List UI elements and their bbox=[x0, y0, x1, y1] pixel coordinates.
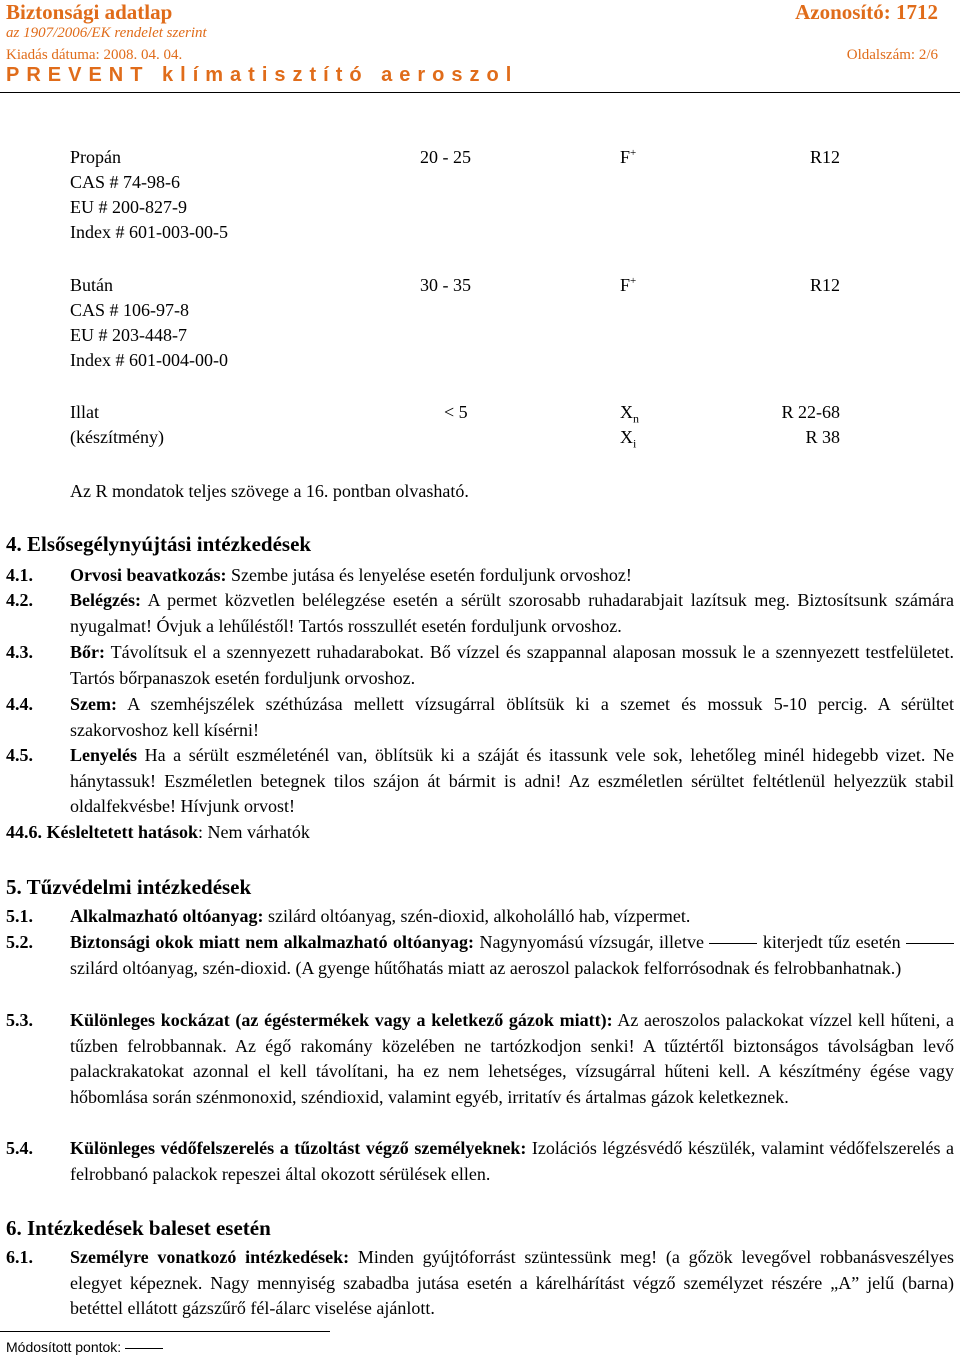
component-symbol: F+ bbox=[620, 147, 637, 167]
dash-line bbox=[906, 943, 954, 944]
component-concentration: < 5 bbox=[444, 402, 468, 422]
regulation-text: az 1907/2006/EK rendelet szerint bbox=[6, 25, 207, 41]
section-5-1: 5.1. Alkalmazható oltóanyag: szilárd oltóanyag, szén-dioxid, alkoholálló hab, vízpermet. bbox=[6, 906, 691, 926]
component-fragrance bbox=[70, 400, 870, 450]
component-symbol: $X_n$ bbox=[620, 402, 639, 426]
component-name: Bután bbox=[70, 275, 113, 295]
component-risk: R12 bbox=[809, 147, 840, 167]
component-cas: CAS # 74-98-6 bbox=[70, 172, 181, 192]
dash-line bbox=[125, 1348, 163, 1349]
footer-divider bbox=[0, 1331, 330, 1332]
section-5-heading: 5. Tűzvédelmi intézkedések bbox=[6, 875, 252, 899]
issue-date: Kiadás dátuma: 2008. 04. 04. bbox=[6, 47, 183, 63]
component-cas: CAS # 106-97-8 bbox=[70, 300, 190, 320]
component-symbol-2: $X_i$ bbox=[620, 427, 637, 451]
product-name: PREVENT klímatisztító aeroszol bbox=[6, 64, 519, 86]
component-index: Index # 601-004-00-0 bbox=[70, 350, 228, 370]
component-butane bbox=[70, 273, 870, 373]
section-5-4: 5.4. Különleges védőfelszerelés a tűzoltást végző személyeknek: Izolációs légzésvédő készülék, valamint védőfelszerelés a felrobbanó palackok repeszei által okozott sérülések ellen. bbox=[6, 1138, 954, 1184]
header-top-row bbox=[6, 0, 938, 25]
header-date-row bbox=[6, 47, 938, 64]
component-eu: EU # 200-827-9 bbox=[70, 197, 187, 217]
component-name: Illat bbox=[70, 402, 99, 422]
dash-line bbox=[709, 943, 757, 944]
component-risk: R12 bbox=[809, 275, 840, 295]
section-4-3: 4.3. Bőr: Távolítsuk el a szennyezett ruhadarabokat. Bő vízzel és szappannal alaposan mossuk le a szennyezett testfelületet. Tartós bőrpanaszok esetén forduljunk orvoshoz. bbox=[6, 642, 954, 688]
component-name: Propán bbox=[70, 147, 121, 167]
section-4-4: 4.4. Szem: A szemhéjszélek széthúzása mellett vízsugárral öblítsük ki a szemet és mossuk 5-10 percig. A sérültet szakorvoshoz kell kísérni! bbox=[6, 694, 954, 740]
section-6-1: 6.1. Személyre vonatkozó intézkedések: Minden gyújtóforrást szüntessünk meg! (a gőzök levegővel robbanásveszélyes elegyet képeznek. Nagy mennyiség szabadba jutása esetén a kárelhárítást végző személyzet részére „A” jelű (barna) betéttel ellátott gázszűrő fél-álarc viselése ajánlott. bbox=[6, 1247, 954, 1318]
section-4-6: 44.6. Késleltetett hatások: Nem várhatók bbox=[6, 822, 310, 842]
footer-modified-points: Módosított pontok: bbox=[6, 1339, 163, 1355]
section-5-3: 5.3. Különleges kockázat (az égéstermékek vagy a keletkező gázok miatt): Az aeroszolos palackokat vízzel kell hűteni, a tűzben felrobbannak. Az égő rakomány közelében ne tartózkodjon senki! A tűztértől biztonságos távolságban levő palackrakatokat azonnal el kell távolítani, ha ez nem lehetséges, vízsugárral hűteni kell. A készítmény égése vagy hőbomlása során szénmonoxid, széndioxid, valamint egyéb, irritatív és ártalmas gázok keletkeznek. bbox=[6, 1010, 954, 1107]
header-divider bbox=[0, 92, 960, 93]
r-phrase-note: Az R mondatok teljes szövege a 16. pontban olvasható. bbox=[70, 481, 469, 501]
component-propane bbox=[70, 145, 870, 245]
section-4-heading: 4. Elsősegélynyújtási intézkedések bbox=[6, 532, 312, 556]
component-eu: EU # 203-448-7 bbox=[70, 325, 187, 345]
component-concentration: 20 - 25 bbox=[420, 147, 471, 167]
section-6-heading: 6. Intézkedések baleset esetén bbox=[6, 1216, 271, 1240]
section-4-5: 4.5. Lenyelés Ha a sérült eszméleténél van, öblítsük ki a száját és itassunk vele sok, lehetőleg minél hidegebb vizet. Ne hánytassuk! Eszméletlen betegnek tilos szájon át bármit is adni! Az eszméletlen sérültet feltétlenül helyezzük stabil oldalfekvésbe! Hívjunk orvost! bbox=[6, 745, 954, 816]
header-regulation-row bbox=[6, 25, 938, 42]
section-5-2: 5.2. Biztonsági okok miatt nem alkalmazható oltóanyag: Nagynyomású vízsugár, illetve kiterjedt tűz esetén szilárd oltóanyag, szén-dioxid. (A gyenge hűtőhatás miatt az aeroszol palackok felforrósodnak és felrobbanhatnak.) bbox=[6, 930, 954, 981]
document-id: Azonosító: 1712 bbox=[795, 0, 938, 24]
component-symbol: F+ bbox=[620, 275, 637, 295]
component-index: Index # 601-003-00-5 bbox=[70, 222, 228, 242]
document-title: Biztonsági adatlap bbox=[6, 0, 173, 24]
section-4-1: 4.1. Orvosi beavatkozás: Szembe jutása és lenyelése esetén forduljunk orvoshoz! bbox=[6, 565, 632, 585]
component-name-extra: (készítmény) bbox=[70, 427, 164, 447]
section-4-2: 4.2. Belégzés: A permet közvetlen belélegzése esetén a sérült szorosabb ruhadarabjait lazítsuk meg. Biztosítsunk számára nyugalmat! Óvjuk a lehűléstől! Tartós rosszullét esetén forduljunk orvoshoz. bbox=[6, 590, 954, 636]
page-number: Oldalszám: 2/6 bbox=[846, 47, 938, 63]
component-risk-2: R 38 bbox=[805, 427, 840, 447]
component-risk: R 22-68 bbox=[781, 402, 840, 422]
component-concentration: 30 - 35 bbox=[420, 275, 471, 295]
